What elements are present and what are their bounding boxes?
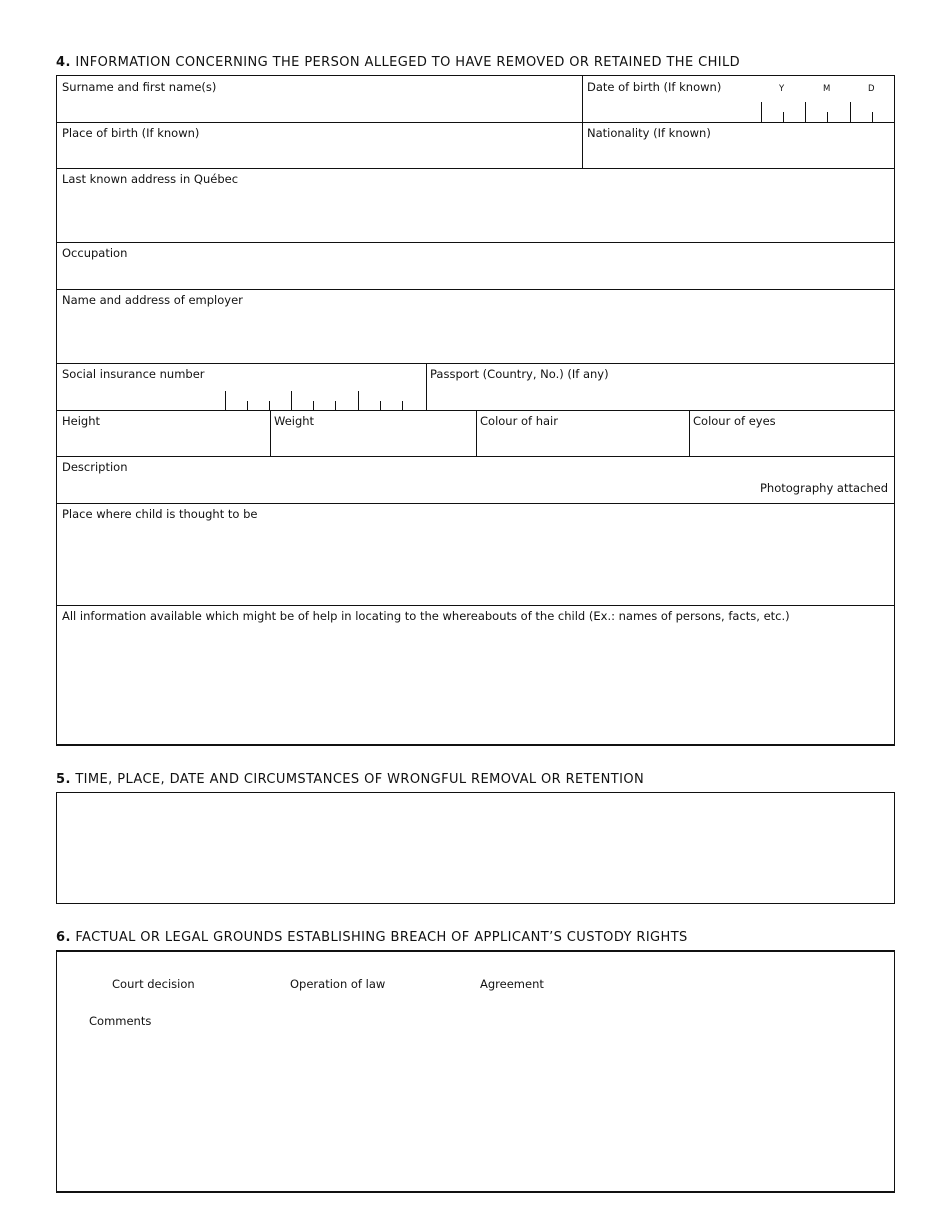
place-of-birth-label: Place of birth (If known) — [62, 126, 200, 140]
operation-of-law-option[interactable]: Operation of law — [290, 977, 386, 991]
dob-day-label: D — [868, 84, 875, 94]
circumstances-field[interactable] — [56, 792, 895, 904]
court-decision-option[interactable]: Court decision — [112, 977, 195, 991]
social-insurance-label: Social insurance number — [62, 367, 205, 381]
occupation-label: Occupation — [62, 246, 128, 260]
dob-month-label: M — [823, 84, 831, 94]
child-location-label: Place where child is thought to be — [62, 507, 258, 521]
social-insurance-field[interactable] — [57, 364, 426, 410]
section-4-heading — [56, 55, 740, 70]
section-5-number: 5. — [56, 772, 71, 787]
section-5-heading — [56, 772, 644, 787]
photography-attached-label: Photography attached — [760, 481, 889, 495]
section-5-title: TIME, PLACE, DATE AND CIRCUMSTANCES OF WRONGFUL REMOVAL OR RETENTION — [75, 772, 645, 787]
child-location-field[interactable] — [57, 504, 894, 605]
passport-label: Passport (Country, No.) (If any) — [430, 367, 609, 381]
comments-label: Comments — [89, 1014, 152, 1028]
weight-label: Weight — [274, 414, 315, 428]
additional-information-field[interactable] — [57, 606, 894, 744]
nationality-field[interactable] — [583, 123, 894, 168]
height-field[interactable] — [57, 411, 270, 456]
additional-information-label: All information available which might be of help in locating to the whereabouts of the child (Ex.: names of persons, facts, etc.) — [62, 609, 790, 623]
section-6-title: FACTUAL OR LEGAL GROUNDS ESTABLISHING BREACH OF APPLICANT’S CUSTODY RIGHTS — [75, 930, 688, 945]
section-4-number: 4. — [56, 55, 71, 70]
surname-label: Surname and first name(s) — [62, 80, 217, 94]
description-label: Description — [62, 460, 128, 474]
employer-label: Name and address of employer — [62, 293, 243, 307]
eye-colour-field[interactable] — [690, 411, 894, 456]
agreement-option[interactable]: Agreement — [480, 977, 544, 991]
address-field[interactable] — [57, 169, 894, 242]
date-of-birth-field[interactable] — [583, 76, 894, 122]
weight-field[interactable] — [271, 411, 476, 456]
description-field[interactable] — [57, 457, 894, 503]
address-label: Last known address in Québec — [62, 172, 239, 186]
employer-field[interactable] — [57, 290, 894, 363]
section-4-form — [56, 75, 895, 746]
custody-grounds-field[interactable] — [56, 950, 895, 1193]
section-4-title: INFORMATION CONCERNING THE PERSON ALLEGED TO HAVE REMOVED OR RETAINED THE CHILD — [75, 55, 741, 70]
surname-field[interactable] — [57, 76, 582, 122]
section-6-number: 6. — [56, 930, 71, 945]
occupation-field[interactable] — [57, 243, 894, 289]
dob-year-label: Y — [779, 84, 785, 94]
date-of-birth-label: Date of birth (If known) — [587, 80, 722, 94]
place-of-birth-field[interactable] — [57, 123, 582, 168]
hair-colour-field[interactable] — [477, 411, 689, 456]
height-label: Height — [62, 414, 101, 428]
nationality-label: Nationality (If known) — [587, 126, 711, 140]
hair-colour-label: Colour of hair — [480, 414, 558, 428]
section-6-heading — [56, 930, 688, 945]
passport-field[interactable] — [427, 364, 894, 410]
eye-colour-label: Colour of eyes — [693, 414, 776, 428]
